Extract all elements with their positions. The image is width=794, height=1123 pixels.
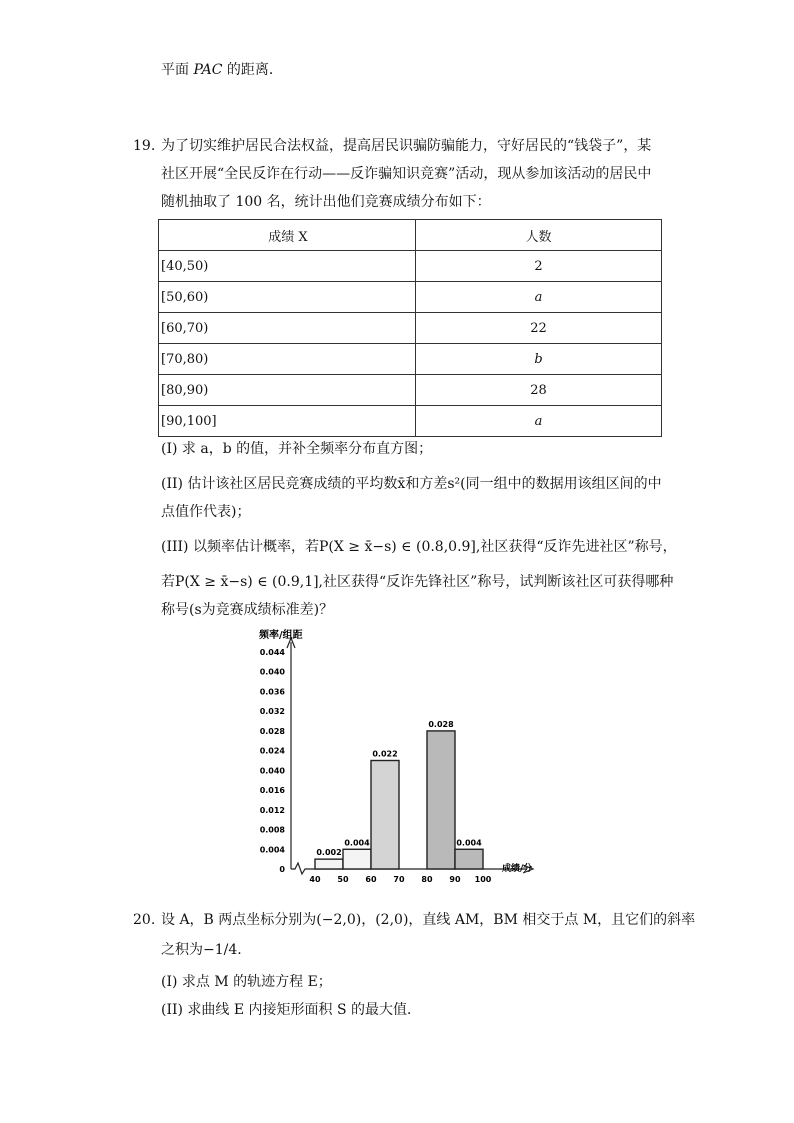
y-tick-label: 0.008 bbox=[259, 825, 285, 835]
y-tick-label: 0.004 bbox=[259, 845, 285, 855]
score-interval: [90,100] bbox=[159, 406, 416, 437]
text-segment: 平面 bbox=[161, 62, 194, 78]
score-interval: [80,90) bbox=[159, 375, 416, 406]
question-number-20: 20. bbox=[133, 912, 156, 928]
q20-text-line-1: 设 A，B 两点坐标分别为(−2,0)，(2,0)，直线 AM，BM 相交于点 M，且它们的斜率 bbox=[161, 912, 696, 928]
q20-text-line-2: 之积为−1/4. bbox=[161, 942, 242, 958]
x-tick-label: 80 bbox=[421, 875, 433, 884]
x-axis-label: 成绩/分 bbox=[502, 864, 533, 874]
histogram-bar bbox=[343, 849, 371, 869]
q19-part-3-line-1: (III) 以频率估计概率，若P(X ≥ x̄−s) ∈ (0.8,0.9],社区获得“反诈先进社区”称号， bbox=[161, 539, 677, 555]
q19-part-1: (I) 求 a，b 的值，并补全频率分布直方图； bbox=[161, 441, 433, 457]
y-tick-label: 0 bbox=[279, 865, 285, 874]
table-row bbox=[159, 313, 662, 344]
y-tick-label: 0.032 bbox=[259, 707, 285, 717]
bar-value-label: 0.022 bbox=[372, 749, 398, 759]
y-tick-label: 0.024 bbox=[259, 746, 285, 756]
score-interval: [60,70) bbox=[159, 313, 416, 344]
text-segment: 的距离． bbox=[222, 62, 283, 78]
variable-PAC: PAC bbox=[193, 62, 223, 78]
score-interval: [70,80) bbox=[159, 344, 416, 375]
x-tick-label: 90 bbox=[449, 875, 461, 884]
score-interval: [50,60) bbox=[159, 282, 416, 313]
q19-text-line-1: 为了切实维护居民合法权益，提高居民识骗防骗能力，守好居民的“钱袋子”，某 bbox=[161, 138, 652, 154]
y-tick-label: 0.040 bbox=[259, 766, 285, 776]
header-score: 成绩 X bbox=[159, 220, 416, 251]
table-row bbox=[159, 344, 662, 375]
q20-part-2: (II) 求曲线 E 内接矩形面积 S 的最大值． bbox=[161, 1002, 422, 1018]
score-interval: [40,50) bbox=[159, 251, 416, 282]
bar-value-label: 0.028 bbox=[428, 719, 454, 729]
x-tick-label: 70 bbox=[393, 875, 405, 884]
bar-value-label: 0.004 bbox=[344, 838, 370, 848]
histogram-bar bbox=[315, 859, 343, 869]
histogram-bar bbox=[371, 761, 399, 870]
count-value: a bbox=[416, 406, 662, 437]
count-value: 28 bbox=[416, 375, 662, 406]
y-tick-label: 0.044 bbox=[259, 648, 285, 657]
x-tick-label: 40 bbox=[309, 875, 321, 884]
count-value: b bbox=[416, 344, 662, 375]
header-count: 人数 bbox=[416, 220, 662, 251]
q20-part-1: (I) 求点 M 的轨迹方程 E； bbox=[161, 974, 332, 990]
x-tick-label: 100 bbox=[474, 875, 492, 884]
table-row bbox=[159, 282, 662, 313]
q19-text-line-3: 随机抽取了 100 名，统计出他们竞赛成绩分布如下： bbox=[161, 194, 491, 210]
table-row bbox=[159, 406, 662, 437]
q19-part-2-line-1: (II) 估计该社区居民竞赛成绩的平均数x̄和方差s²(同一组中的数据用该组区间的中 bbox=[161, 476, 662, 492]
q19-text-line-2: 社区开展“全民反诈在行动——反诈骗知识竞赛”活动，现从参加该活动的居民中 bbox=[161, 166, 652, 182]
y-tick-label: 0.036 bbox=[259, 687, 285, 697]
histogram-bar bbox=[427, 731, 455, 869]
bar-value-label: 0.002 bbox=[316, 848, 342, 858]
table-row bbox=[159, 251, 662, 282]
x-tick-label: 60 bbox=[365, 875, 377, 884]
y-tick-label: 0.016 bbox=[259, 786, 285, 796]
question-number-19: 19. bbox=[133, 138, 156, 154]
q19-part-3-line-3: 称号(s为竞赛成绩标准差)？ bbox=[161, 602, 334, 618]
histogram-svg bbox=[255, 628, 555, 886]
y-tick-label: 0.012 bbox=[259, 805, 285, 815]
y-tick-label: 0.040 bbox=[259, 667, 285, 677]
x-tick-label: 50 bbox=[337, 875, 349, 884]
count-value: 2 bbox=[416, 251, 662, 282]
bar-value-label: 0.004 bbox=[456, 838, 482, 848]
count-value: a bbox=[416, 282, 662, 313]
q19-part-3-line-2: 若P(X ≥ x̄−s) ∈ (0.9,1],社区获得“反诈先锋社区”称号，试判断该社区可获得哪种 bbox=[161, 574, 674, 590]
score-distribution-table bbox=[158, 219, 662, 437]
previous-question-tail bbox=[161, 60, 283, 80]
table-header-row bbox=[159, 220, 662, 251]
table-row bbox=[159, 375, 662, 406]
frequency-histogram bbox=[255, 628, 555, 886]
y-axis-label: 频率/组距 bbox=[259, 630, 303, 641]
q19-part-2-line-2: 点值作代表)； bbox=[161, 504, 251, 520]
y-tick-label: 0.028 bbox=[259, 726, 285, 736]
count-value: 22 bbox=[416, 313, 662, 344]
histogram-bar bbox=[455, 849, 483, 869]
